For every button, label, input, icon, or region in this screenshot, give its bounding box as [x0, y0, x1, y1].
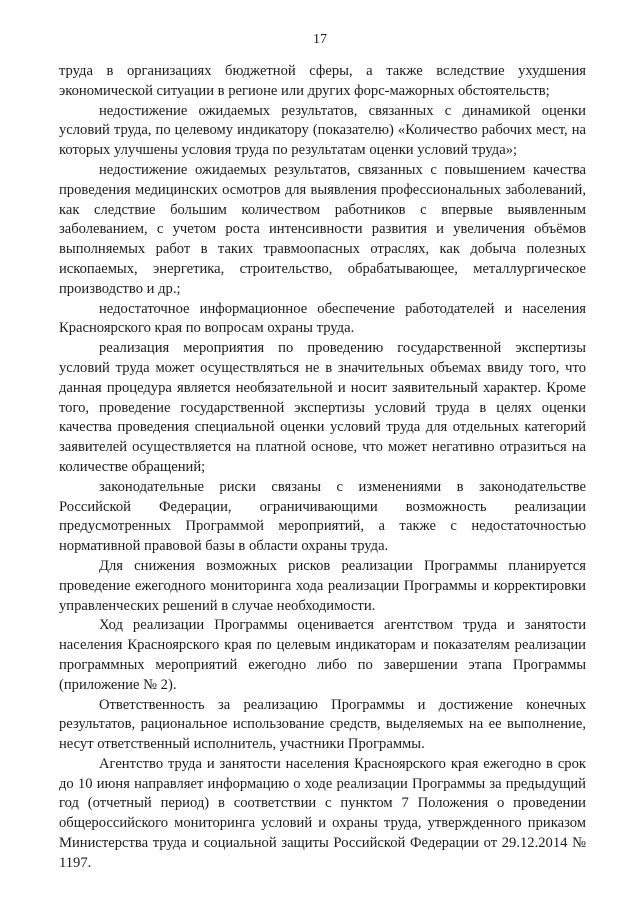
page-number: 17	[313, 32, 327, 47]
paragraph-risk-information: недостаточное информационное обеспечение работодателей и населения Красноярского края по вопросам охраны труда.	[59, 300, 586, 337]
paragraph-state-expertise: реализация мероприятия по проведению государственной экспертизы условий труда может осуществляться не в значительных объемах ввиду того, что данная процедура является необязательной и носит заявительный характер. Кроме того, проведение государственной экспертизы условий труда в целях оценки качества проведения специальной оценки условий труда для отдельных категорий заявителей осуществляется на платной основе, что может негативно отразиться на количестве обращений;	[59, 340, 586, 475]
paragraph-continuation: труда в организациях бюджетной сферы, а также вследствие ухудшения экономической ситуации в регионе или других форс-мажорных обстоятельств;	[59, 63, 586, 99]
paragraph-legislative-risks: законодательные риски связаны с изменениями в законодательстве Российской Федерации, ограничивающими возможность реализации предусмотренных Программой мероприятий, а также с недостаточностью нормативной правовой базы в области охраны труда.	[59, 478, 586, 555]
document-body	[59, 62, 586, 874]
paragraph-progress-assessment: Ход реализации Программы оценивается агентством труда и занятости населения Красноярского края по целевым индикаторам и показателям реализации программных мероприятий ежегодно либо по завершении этапа Программы (приложение № 2).	[59, 617, 586, 693]
paragraph-risk-mitigation: Для снижения возможных рисков реализации Программы планируется проведение ежегодного мониторинга хода реализации Программы и корректировки управленческих решений в случае необходимости.	[59, 557, 586, 614]
paragraph-annual-reporting: Агентство труда и занятости населения Красноярского края ежегодно в срок до 10 июня направляет информацию о ходе реализации Программы за предыдущий год (отчетный период) в соответствии с пунктом 7 Положения о проведении общероссийского мониторинга условий и охраны труда, утвержденного приказом Министерства труда и социальной защиты Российской Федерации от 29.12.2014 № 1197.	[59, 755, 586, 871]
paragraph-risk-working-conditions: недостижение ожидаемых результатов, связанных с динамикой оценки условий труда, по целевому индикатору (показателю) «Количество рабочих мест, на которых улучшены условия труда по результатам оценки условий труда»;	[59, 102, 586, 159]
paragraph-risk-medical-exams: недостижение ожидаемых результатов, связанных с повышением качества проведения медицинских осмотров для выявления профессиональных заболеваний, как следствие большим количеством работников с впервые выявленным заболеванием, с учетом роста интенсивности развития и увеличения объёмов выполняемых работ в таких травмоопасных отраслях, как добыча полезных ископаемых, энергетика, строительство, обрабатывающее, металлургическое производство и др.;	[59, 161, 586, 297]
paragraph-responsibility: Ответственность за реализацию Программы и достижение конечных результатов, рациональное использование средств, выделяемых на ее выполнение, несут ответственный исполнитель, участники Программы.	[59, 696, 586, 753]
